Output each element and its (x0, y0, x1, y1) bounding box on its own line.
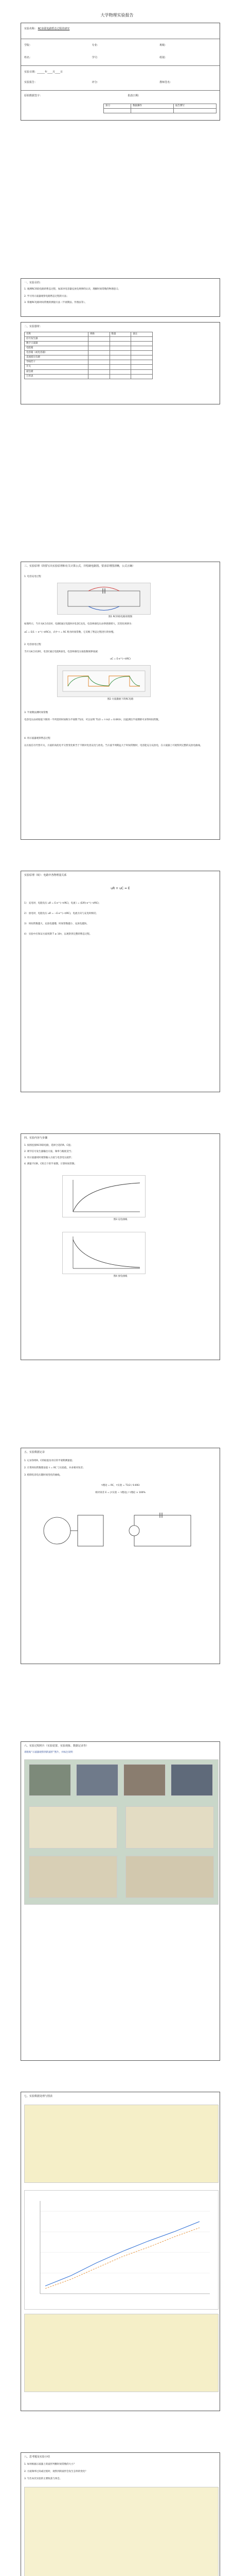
objectives-section (21, 278, 220, 317)
photo (76, 1764, 118, 1796)
paragraph: 1） 充电时，电阻电压 uR = E·e^(−t/RC)，电流 i = (E/R)·e^(−t/RC)； (24, 902, 101, 905)
figure-caption: 图3 充电曲线 (113, 1218, 128, 1221)
formula: 相对误差 E = |τ实验 − τ理论| / τ理论 × 100% (95, 1492, 146, 1494)
check-date-label: 批改日期： (128, 94, 141, 97)
photo (29, 1856, 117, 1898)
objective-item: 1. 观测RC串联电路的暂态过程，加深对电容器充放电规律的认识，理解时间常数的物理意义； (24, 288, 121, 291)
circuit-sketch-left-svg (37, 1505, 114, 1556)
date-label: 实验日期：______年____月____日 (24, 71, 63, 74)
line-chart (24, 2190, 219, 2310)
discharge-curve-figure (62, 1232, 146, 1274)
paragraph: 当开关K合向2时，电容C通过电阻R放电，电容两端电压按指数规律衰减： (24, 651, 100, 653)
data-table-screenshot (24, 2314, 219, 2392)
subtitle: 请粘贴“示波器观察到的波形”照片，并标注说明 (24, 1751, 73, 1754)
section-title: 一、实验目的： (24, 281, 43, 284)
photos-section (21, 1741, 220, 2061)
major-label: 专业： (92, 44, 100, 47)
name-label: 姓名： (24, 56, 32, 59)
score-label: 评分： (92, 81, 100, 84)
paragraph: 2. 方波频率过高或过低时，观察到的波形会发生怎样的变化？ (24, 2470, 87, 2473)
waveform-figure (57, 665, 151, 697)
paragraph: 4. 测量不同R、C组合下的半衰期，计算时间常数； (24, 1163, 77, 1165)
paragraph: 电容电压由初始值下降到一半所需的时间称为半衰期 T1/2，可以证明 T1/2 = τ·ln2 = 0.693τ，因此测出半衰期即可求得时间常数。 (24, 719, 161, 721)
circuit-sketch-right (124, 1505, 201, 1556)
table-row: 万用表 (25, 374, 153, 379)
table-header: 名称 (25, 332, 88, 337)
paragraph: 1. 如何根据示波器上的波形判断时间常数的大小？ (24, 2463, 76, 2466)
table-row: 直流稳压电源 (25, 355, 153, 360)
raw-data-sign-label: 原始数据签字： (24, 94, 43, 97)
equipment-section (21, 322, 220, 404)
figure-caption: 图1 RC串联电路原理图 (108, 616, 133, 618)
section-title: 三、实验原理（简要写出实验原理和有关计算公式，并绘制电路图。要求原理图清晰，公式正确） (24, 565, 135, 568)
table-row: 信号发生器 (25, 337, 153, 342)
circuit-figure (57, 583, 151, 615)
paragraph: 3. 用示波器同时观察输入方波与电容电压波形； (24, 1157, 74, 1159)
paragraph: 3） 时间常数越大，充放电越慢；时间常数越小，充放电越快。 (24, 923, 89, 925)
summary-screenshot (24, 2487, 219, 2576)
equipment-table (24, 332, 153, 379)
student-id-label: 学号： (92, 56, 100, 59)
document-title: 大学物理实验报告 (100, 13, 134, 18)
paragraph: 1. 按图连接RC串联电路，选择合适的R、C值； (24, 1144, 73, 1147)
paragraph: 如图所示，当开关K合向1时，电源E通过电阻R对电容C充电，电容两端电压由零逐渐增大，其变化规律为： (24, 623, 134, 625)
paragraph: 4. 用示波器观察暂态过程 (24, 737, 50, 740)
paragraph: 2） 放电时，电阻电压 uR = −E·e^(−t/RC)，电流方向与充电时相反； (24, 912, 99, 915)
section-title: 六、实验过程照片（实验装置、实验现象、数据记录等） (24, 1744, 89, 1748)
data-section (21, 1448, 220, 1664)
paragraph: 以方波信号代替开关，方波的高低电平交替变化相当于不断对电容充电与放电。当方波半周期远大于时间常数时，电容能充分充放电，在示波器上可观察到完整的充放电曲线。 (24, 744, 203, 747)
section-title: 七、实验数据处理与图表 (24, 2095, 53, 2098)
objective-item: 2. 学习用示波器观察电路暂态过程的方法； (24, 295, 69, 298)
photo (29, 1764, 71, 1796)
photo (171, 1764, 213, 1796)
course-row: 实验名称： RC串联电路暂态过程的研究 (24, 27, 70, 30)
photo (29, 1806, 117, 1849)
objective-item: 3. 掌握RC电路时间常数的测量方法（半衰期法、作图法等）。 (24, 301, 87, 304)
table-row: 导线若干 (25, 360, 153, 365)
paragraph: 2. 计算时间常数理论值 τ = RC 与实验值，并求相对误差； (24, 1467, 85, 1469)
paragraph: 4） 实验中应保证方波周期 T ≥ 10τ，以观察到完整的暂态过程。 (24, 933, 92, 936)
grading-table (103, 104, 217, 113)
photo-grid-1 (24, 1759, 219, 1905)
paragraph: 3. 绘制电容电压随时间变化的曲线。 (24, 1474, 62, 1477)
table-row: 数字示波器 (25, 342, 153, 346)
class-label: 班级： (159, 44, 168, 47)
figure-caption: 图4 放电曲线 (113, 1275, 128, 1278)
grading-header: 预习 (104, 104, 131, 109)
summary-section (21, 2452, 220, 2576)
paragraph: 2. 调节信号发生器输出方波，频率与幅度适当； (24, 1150, 74, 1153)
table-row: 电阻箱 (25, 346, 153, 351)
charge-curve (63, 1176, 145, 1217)
photo (125, 1806, 214, 1849)
figure-caption: 图2 方波激励下的RC电路 (107, 698, 134, 701)
circuit-sketch-right-svg (124, 1505, 201, 1556)
report-label: 实验报告： (24, 81, 38, 84)
grading-header: 数据操作 (131, 104, 174, 109)
table-header: 数量 (110, 332, 131, 337)
line-chart-svg (25, 2191, 218, 2309)
formula: uR + uC = E (111, 887, 130, 890)
section-title: 实验原理（续）：电路中各物理量关系 (24, 874, 67, 877)
charts-section (21, 2092, 220, 2411)
circuit-diagram (58, 583, 150, 614)
table-header: 规格 (88, 332, 110, 337)
charge-curve-figure (62, 1175, 146, 1217)
circuit-sketch-left (37, 1505, 114, 1556)
subtitle: 1. 电容充电过程 (24, 575, 41, 578)
paragraph: 3. 半衰期法测时间常数 (24, 711, 48, 714)
paragraph: uC = E(1 − e^(−t/RC))，式中 τ = RC 称为时间常数，它反映了暂态过程进行的快慢。 (24, 631, 116, 634)
photo (125, 1856, 214, 1898)
waveform-diagram (58, 666, 150, 697)
paragraph: 2. 电容放电过程 (24, 643, 41, 646)
table-row: 开关 (25, 365, 153, 369)
spreadsheet-screenshot (24, 2105, 219, 2183)
table-row: 面包板 (25, 369, 153, 374)
section-title: 四、实验内容与步骤 (24, 1137, 48, 1140)
course-value: RC串联电路暂态过程的研究 (38, 27, 70, 30)
principle-section (21, 562, 220, 840)
formula: τ理论 = RC，τ实验 = T1/2 / 0.693 (101, 1484, 140, 1487)
section-title: 八、思考题及实验小结 (24, 2455, 50, 2459)
photo (123, 1764, 166, 1796)
procedure-section (21, 1133, 220, 1360)
table-header: 备注 (131, 332, 153, 337)
group-label: 组别： (159, 56, 168, 59)
section-title: 二、实验器材： (24, 325, 43, 328)
college-label: 学院： (24, 44, 32, 47)
discharge-curve (63, 1232, 145, 1274)
header-box (21, 23, 220, 121)
paragraph: 1. 记录各组R、C的取值及对应的半衰期测量值； (24, 1460, 75, 1462)
table-row: 电容箱（或电容器） (25, 351, 153, 355)
principle-continued-section (21, 871, 220, 1092)
grading-header: 报告撰写 (174, 104, 217, 109)
section-title: 五、实验数据记录 (24, 1451, 45, 1454)
teacher-sign-label: 教师签名： (159, 81, 173, 84)
paragraph: 3. 写出本次实验的主要收获与体会。 (24, 2478, 62, 2480)
formula: uC = E·e^(−t/RC) (110, 658, 131, 660)
